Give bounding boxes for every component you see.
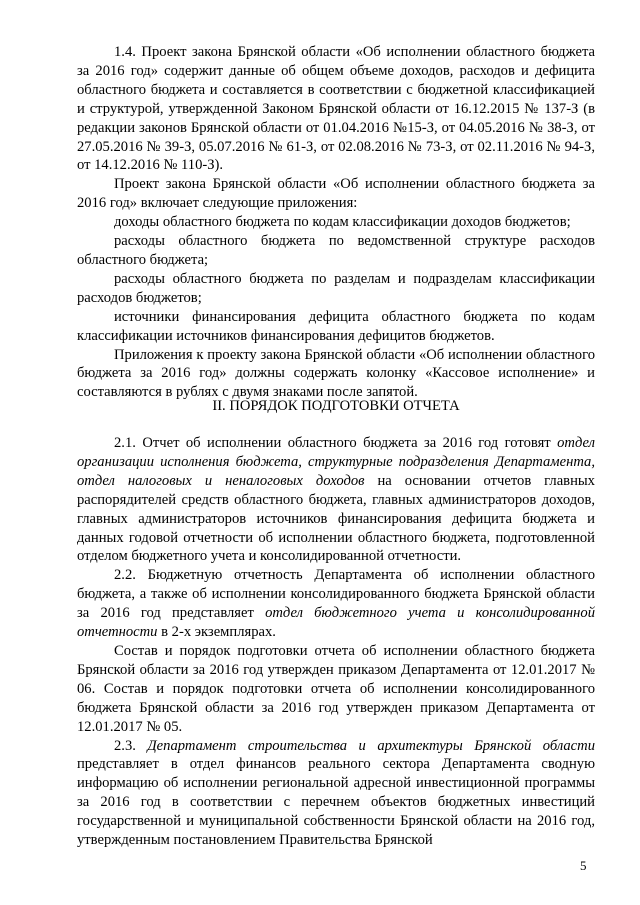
- paragraph-2-1: [77, 434, 595, 566]
- italic-text: отдел бюджетного учета и консолидированной отчетности: [77, 605, 595, 641]
- section-heading: II. ПОРЯДОК ПОДГОТОВКИ ОТЧЕТА: [212, 398, 460, 414]
- list-item-expenses-departmental: расходы областного бюджета по ведомственной структуре расходов областного бюджета;: [77, 233, 595, 268]
- paragraph-2-2: [77, 566, 595, 642]
- text-run: 2.1. Отчет об исполнении областного бюджета за 2016 год готовят: [114, 435, 558, 451]
- italic-text: Департамент строительства и архитектуры Брянской области: [147, 737, 595, 754]
- italic-text: отдел организации исполнения бюджета, структурные подразделения Департамента, отдел налоговых и неналоговых доходов: [77, 435, 595, 489]
- paragraph-2-3: [77, 737, 595, 850]
- list-item-income: доходы областного бюджета по кодам классификации доходов бюджетов;: [114, 214, 571, 231]
- text-run: 2.2. Бюджетную отчетность Департамента об исполнении областного бюджета, а также об исполнении консолидированного бюджета Брянской области за 2016 год представляет: [77, 567, 595, 622]
- page-number: 5: [580, 858, 587, 873]
- paragraph-appendices-format: Приложения к проекту закона Брянской области «Об исполнении областного бюджета за 2016 год» должны содержать колонку «Кассовое исполнение» и составляются в рублях с двумя знаками после запятой.: [77, 346, 595, 401]
- section-1-text: [77, 43, 595, 402]
- list-item-deficit-sources: источники финансирования дефицита областного бюджета по кодам классификации источников финансирования дефицитов бюджетов.: [77, 308, 595, 344]
- section-2-text: [77, 434, 595, 850]
- paragraph-appendices-intro: Проект закона Брянской области «Об исполнении областного бюджета за 2016 год» включает следующие приложения:: [77, 176, 595, 212]
- text-run: представляет в отдел финансов реального сектора Департамента сводную информацию об исполнении региональной адресной инвестиционной программы за 2016 год в соответствии с перечнем объектов бюджетных инвестиций государственной и муниципальной собственности Брянской области на 2016 год, утвержденным постановлением Правительства Брянской: [77, 756, 595, 849]
- paragraph-1-4: 1.4. Проект закона Брянской области «Об исполнении областного бюджета за 2016 год» содержит данные об общем объеме доходов, расходов и дефицита областного бюджета и составляется в соответствии с бюджетной классификацией и структурой, утвержденной Законом Брянской области от 16.12.2015 № 137-З (в редакции законов Брянской области от 01.04.2016 №15-З, от 04.05.2016 № 38-З, от 27.05.2016 № 39-З, 05.07.2016 № 61-З, от 02.08.2016 № 73-З, от 02.11.2016 № 94-З, от 14.12.2016 № 110-З).: [77, 44, 595, 174]
- paragraph-orders: Состав и порядок подготовки отчета об исполнении областного бюджета Брянской области за 2016 год утвержден приказом Департамента от 12.01.2017 № 06. Состав и порядок подготовки отчета об исполнении консолидированного бюджета Брянской области за 2016 год утвержден приказом Департамента от 12.01.2017 № 05.: [77, 642, 595, 735]
- text-run: на основании отчетов главных распорядителей средств областного бюджета, главных администраторов доходов, главных администраторов источников финансирования дефицита бюджета и данных годовой отчетности об исполнении областного бюджета, подготовленной отделом бюджетного учета и консолидированной отчетности.: [77, 472, 595, 565]
- text-run: в 2-х экземплярах.: [157, 624, 276, 641]
- text-run: 2.3.: [114, 737, 148, 754]
- list-item-expenses-sections: расходы областного бюджета по разделам и подразделам классификации расходов бюджетов;: [77, 270, 595, 306]
